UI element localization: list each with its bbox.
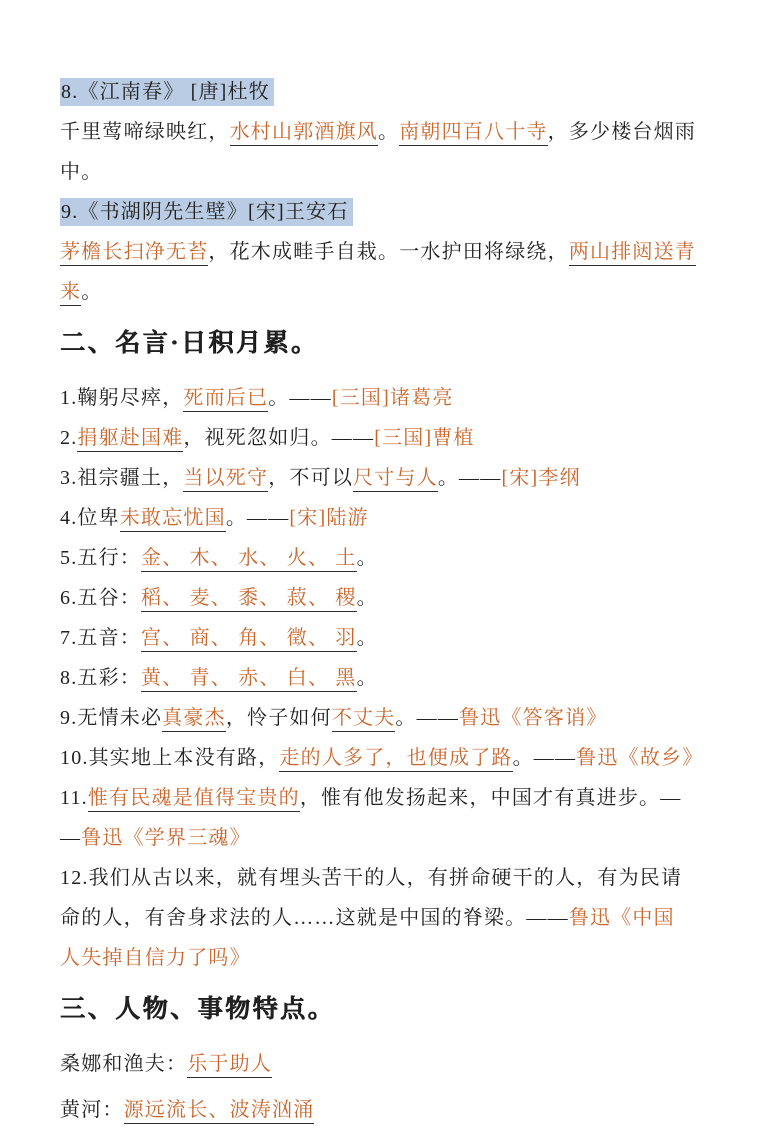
plain-text: 11. <box>60 787 88 809</box>
section-heading <box>60 324 719 364</box>
plain-text: 命的人，有舍身求法的人……这就是中国的脊梁。—— <box>60 907 569 929</box>
poem-title-line <box>60 192 719 232</box>
plain-text: 。 <box>378 121 400 143</box>
attribution-text: 人失掉自信力了吗》 <box>60 947 251 969</box>
plain-text: 桑娜和渔夫： <box>60 1053 188 1075</box>
plain-text: 三、人物、事物特点。 <box>60 996 336 1023</box>
document-content <box>60 72 719 1130</box>
plain-text: 7.五音： <box>60 627 141 649</box>
answer-blank-text: 黄、 青、 赤、 白、 黑 <box>141 667 357 692</box>
answer-blank-text: 捐躯赴国难 <box>77 427 183 452</box>
attribution-text: 鲁迅《学界三魂》 <box>81 827 251 849</box>
plain-text: ，怜子如何 <box>225 707 332 729</box>
plain-text: 。 <box>356 627 378 649</box>
answer-blank-text: 源远流长、波涛汹涌 <box>124 1099 315 1124</box>
answer-blank-text: 尺寸与人 <box>353 467 438 492</box>
plain-text: 。—— <box>437 467 502 489</box>
quote-line <box>60 498 719 538</box>
quote-line <box>60 778 719 858</box>
plain-text: 5.五行： <box>60 547 141 569</box>
poem-text-line <box>60 112 719 192</box>
plain-text: 。—— <box>395 707 460 729</box>
attribution-text: 鲁迅《故乡》 <box>576 747 704 769</box>
answer-blank-text: 金、 木、 水、 火、 土 <box>141 547 357 572</box>
answer-blank-text: 真豪杰 <box>162 707 226 732</box>
plain-text: — <box>60 827 82 849</box>
plain-text: 。 <box>356 547 378 569</box>
attribution-text: [宋]陆游 <box>289 507 369 529</box>
plain-text: 。—— <box>268 387 332 409</box>
answer-blank-text: 茅檐长扫净无苔 <box>60 241 208 266</box>
plain-text: 黄河： <box>60 1099 124 1121</box>
answer-blank-text: 水村山郭酒旗风 <box>230 121 378 146</box>
plain-text: 3.祖宗疆土， <box>60 467 184 489</box>
highlighted-title-text: 9.《书湖阴先生壁》[宋]王安石 <box>60 198 353 226</box>
quote-line <box>60 618 719 658</box>
poem-text-line <box>60 232 719 312</box>
plain-text: 8.五彩： <box>60 667 141 689</box>
quote-line <box>60 378 719 418</box>
plain-text: 6.五谷： <box>60 587 141 609</box>
plain-text: ，惟有他发扬起来，中国才有真进步。— <box>299 787 682 809</box>
attribution-text: [宋]李纲 <box>501 467 581 489</box>
quote-line <box>60 418 719 458</box>
section-heading <box>60 990 719 1030</box>
plain-text: 9.无情未必 <box>60 707 163 729</box>
plain-text: ，视死忽如归。—— <box>183 427 375 449</box>
answer-blank-text: 两山排闼送青来 <box>60 241 696 306</box>
plain-text: 4.位卑 <box>60 507 120 529</box>
answer-blank-text: 南朝四百八十寺 <box>399 121 547 146</box>
plain-text: 2. <box>60 427 78 449</box>
attribution-text: 鲁迅《答客诮》 <box>459 707 608 729</box>
quote-line <box>60 698 719 738</box>
answer-blank-text: 走的人多了，也便成了路 <box>279 747 512 772</box>
plain-text: 12.我们从古以来，就有埋头苦干的人，有拼命硬干的人，有为民请 <box>60 867 683 889</box>
attribution-text: [三国]曹植 <box>374 427 475 449</box>
quote-line <box>60 858 719 978</box>
answer-blank-text: 未敢忘忧国 <box>120 507 226 532</box>
answer-blank-text: 乐于助人 <box>187 1053 272 1078</box>
poem-title-line <box>60 72 719 112</box>
plain-text: 。 <box>81 281 103 303</box>
plain-text: ，多少楼台烟雨中。 <box>60 121 697 183</box>
trait-line <box>60 1090 719 1130</box>
quote-line <box>60 458 719 498</box>
plain-text: 10.其实地上本没有路， <box>60 747 280 769</box>
trait-line <box>60 1044 719 1084</box>
quote-line <box>60 578 719 618</box>
plain-text: 。—— <box>512 747 577 769</box>
answer-blank-text: 不丈夫 <box>332 707 396 732</box>
answer-blank-text: 宫、 商、 角、 徵、 羽 <box>141 627 357 652</box>
highlighted-title-text: 8.《江南春》 [唐]杜牧 <box>60 78 274 106</box>
plain-text: ，不可以 <box>268 467 354 489</box>
plain-text: 。—— <box>225 507 290 529</box>
plain-text: 1.鞠躬尽瘁， <box>60 387 184 409</box>
quote-line <box>60 538 719 578</box>
plain-text: 。 <box>356 587 378 609</box>
answer-blank-text: 惟有民魂是值得宝贵的 <box>88 787 300 812</box>
answer-blank-text: 死而后已 <box>183 387 268 412</box>
plain-text: 千里莺啼绿映红， <box>60 121 230 143</box>
plain-text: ，花木成畦手自栽。一水护田将绿绕， <box>208 241 569 263</box>
attribution-text: [三国]诸葛亮 <box>331 387 454 409</box>
quote-line <box>60 738 719 778</box>
plain-text: 。 <box>356 667 378 689</box>
quote-line <box>60 658 719 698</box>
plain-text: 二、名言·日积月累。 <box>60 330 319 357</box>
attribution-text: 鲁迅《中国 <box>568 907 675 929</box>
answer-blank-text: 当以死守 <box>183 467 268 492</box>
answer-blank-text: 稻、 麦、 黍、 菽、 稷 <box>141 587 357 612</box>
